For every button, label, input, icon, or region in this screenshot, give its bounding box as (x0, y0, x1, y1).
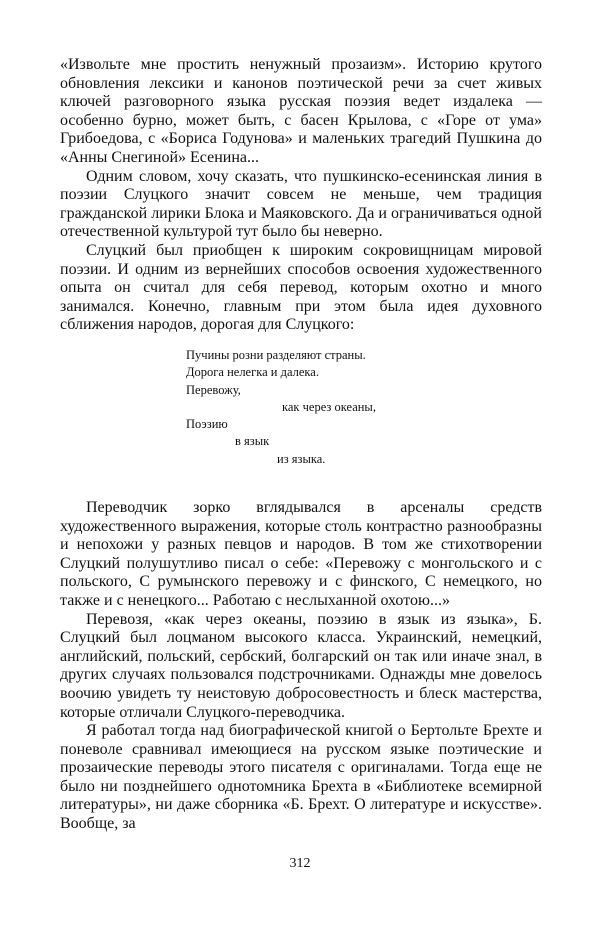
poem-line: Пучины розни разделяют страны. (186, 347, 366, 362)
poem-line: Поэзию (186, 417, 228, 432)
paragraph: Перевозя, «как через океаны, поэзию в язык из языка», Б. Слуцкий был лоцманом высокого класса. Украинский, немецкий, английский, польский, сербский, болгарский он так или иначе знал, в других случаях пользовался подстрочниками. Однажды мне довелось воочию увидеть ту неистовую добросовестность и блеск мастерства, которые отличали Слуцкого-переводчика. (60, 610, 542, 721)
poem-line: как через океаны, (282, 399, 376, 414)
paragraph: Одним словом, хочу сказать, что пушкинско-есенинская линия в поэзии Слуцкого значит совсем не меньше, чем традиция гражданской лирики Блока и Маяковского. Да и ограничиваться одной отечественной культурой тут было бы неверно. (60, 167, 542, 241)
poem-line: Дорога нелегка и далека. (186, 365, 319, 380)
poem-line: Перевожу, (186, 382, 241, 397)
page-body-text (60, 56, 542, 834)
poem-line: из языка. (277, 451, 326, 466)
poem-line: в язык (235, 434, 270, 449)
paragraph: «Извольте мне простить ненужный прозаизм». Историю крутого обновления лексики и канонов поэтической речи за счет живых ключей разговорного языка русская поэзия ведет издалека — особенно бурно, может быть, с басен Крылова, с «Горе от ума» Грибоедова, с «Бориса Годунова» и маленьких трагедий Пушкина до «Анны Снегиной» Есенина... (60, 56, 542, 166)
paragraph: Переводчик зорко вглядывался в арсеналы средств художественного выражения, которые столь контрастно разнообразны и непохожи у разных певцов и народов. В том же стихотворении Слуцкий полушутливо писал о себе: «Перевожу с монгольского и с польского, С румынского перевожу и с финского, С немецкого, но также и с ненецкого... Работаю с неслыханной охотою...» (60, 498, 542, 609)
poem-quote (186, 347, 542, 468)
paragraph: Я работал тогда над биографической книгой о Бертольте Брехте и поневоле сравнивал имеющиеся на русском языке поэтические и прозаические переводы этого писателя с оригиналами. Тогда еще не было ни позднейшего однотомника Брехта в «Библиотеке всемирной литературы», ни даже сборника «Б. Брехт. О литературе и искусстве». Вообще, за (60, 722, 542, 833)
paragraph: Слуцкий был приобщен к широким сокровищницам мировой поэзии. И одним из вернейших способов освоения художественного опыта он считал для себя перевод, которым охотно и много занимался. Конечно, главным при этом была идея духовного сближения народов, дорогая для Слуцкого: (60, 241, 542, 334)
page-number: 312 (289, 856, 311, 871)
